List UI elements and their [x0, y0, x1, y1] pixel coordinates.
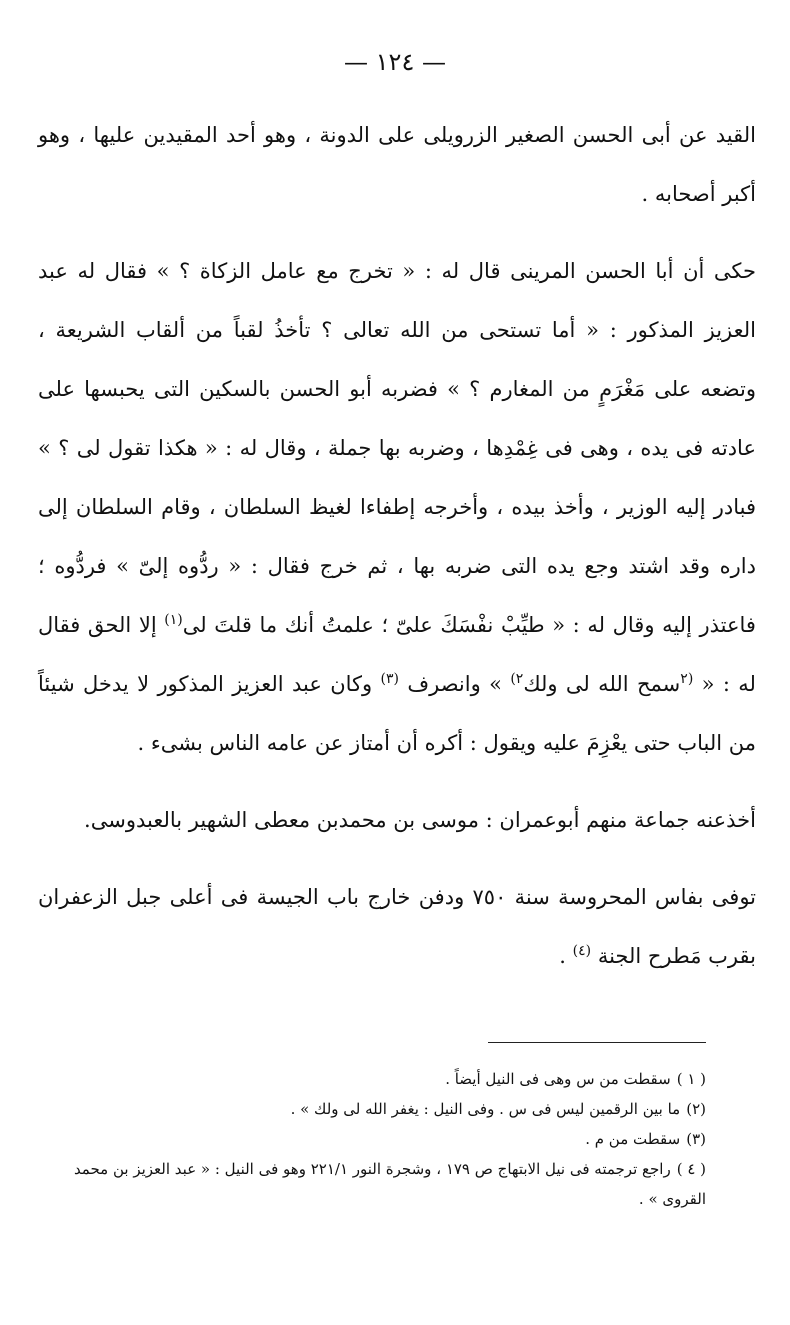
paragraph-2 — [38, 242, 756, 773]
footnote-ref-2-start: (٢ — [680, 671, 694, 687]
paragraph-2-part-4: » وانصرف — [407, 672, 502, 696]
footnote-1-number: ( ١ ) — [676, 1070, 706, 1088]
footnote-3-text: سقطت من م . — [585, 1130, 681, 1148]
footnote-1 — [40, 1064, 706, 1094]
paragraph-4-text: توفى بفاس المحروسة سنة ٧٥٠ ودفن خارج باب الجيسة فى أعلى جبل الزعفران بقرب مَطرح الجنة — [38, 885, 757, 968]
footnote-ref-2-end: ٢) — [510, 671, 524, 687]
footnote-4 — [40, 1154, 706, 1214]
footnote-2-number: (٢) — [686, 1100, 706, 1118]
footnote-2 — [40, 1094, 706, 1124]
footnote-ref-1: (١) — [164, 612, 183, 628]
footnote-4-number: ( ٤ ) — [676, 1160, 706, 1178]
page-number: — ١٢٤ — — [344, 48, 446, 76]
paragraph-2-part-2: إلا الحق فقال له : « — [38, 613, 756, 696]
paragraph-1: القيد عن أبى الحسن الصغير الزرويلى على الدونة ، وهو أحد المقيدين عليها ، وهو أكبر أصحابه . — [38, 123, 756, 206]
footnote-ref-3: (٣) — [380, 671, 399, 687]
footnote-4-text: راجع ترجمته فى نيل الابتهاج ص ١٧٩ ، وشجرة النور ٢٢١/١ وهو فى النيل : « عبد العزيز بن محمد القروى » . — [73, 1160, 706, 1208]
footnotes — [40, 1064, 706, 1214]
paragraph-2-part-3: سمح الله لى ولك — [523, 672, 681, 696]
paragraph-4 — [38, 868, 756, 986]
paragraph-3: أخذعنه جماعة منهم أبوعمران : موسى بن محمدبن معطى الشهير بالعبدوسى. — [84, 808, 756, 832]
footnote-divider — [488, 1042, 706, 1043]
footnote-1-text: سقطت من س وهى فى النيل أيضاً . — [445, 1070, 671, 1088]
footnote-3-number: (٣) — [686, 1130, 706, 1148]
paragraph-2-part-5: وكان عبد العزيز المذكور لا يدخل شيئاً من الباب حتى يعْزِمَ عليه ويقول : أكره أن أمتاز عن عامه الناس بشىء . — [38, 672, 756, 755]
main-text — [38, 106, 756, 986]
footnote-2-text: ما بين الرقمين ليس فى س . وفى النيل : يغفر الله لى ولك » . — [290, 1100, 681, 1118]
footnote-3 — [40, 1124, 706, 1154]
footnote-ref-4: (٤) — [572, 943, 592, 959]
paragraph-2-part-1: حكى أن أبا الحسن المرينى قال له : « تخرج مع عامل الزكاة ؟ » فقال له عبد العزيز المذكور : « أما تستحى من الله تعالى ؟ تأخذُ لقباً من ألقاب الشريعة ، وتضعه على مَغْرَمٍ من المغارم ؟ » فضربه أبو الحسن بالسكين التى يحبسها على عادته فى يده ، وهى فى غِمْدِها ، وضربه بها جملة ، وقال له : « هكذا تقول لى ؟ » فبادر إليه الوزير ، وأخذ بيده ، وأخرجه إطفاءا لغيظ السلطان ، وقام السلطان إلى داره وقد اشتد وجع يده التى ضربه بها ، ثم خرج فقال : « ردُّوه إلىّ » فردُّوه ؛ فاعتذر إليه وقال له : « طيِّبْ نفْسَكَ علىّ ؛ علمتُ أنك ما قلتَ لى — [38, 259, 756, 637]
paragraph-4-end: . — [559, 944, 573, 968]
